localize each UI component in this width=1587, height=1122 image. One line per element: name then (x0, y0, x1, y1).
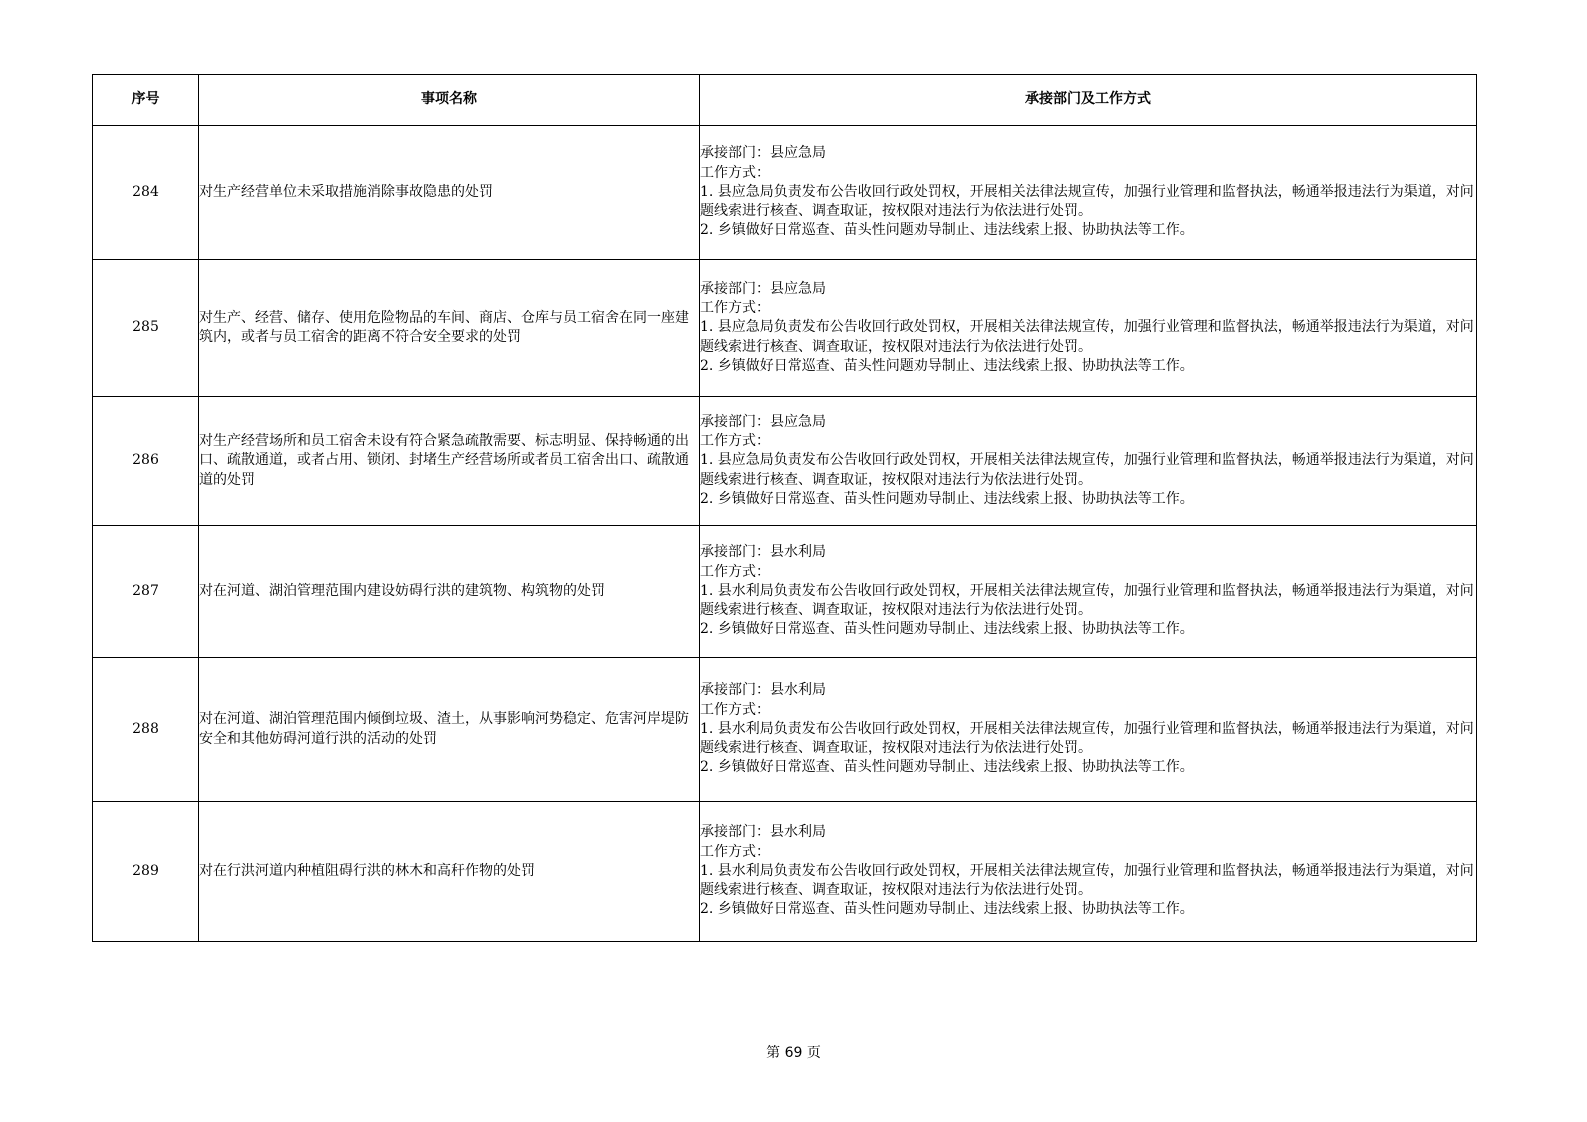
page-number: 第 69 页 (766, 1045, 821, 1061)
row-seq: 288 (93, 658, 199, 802)
method-label: 工作方式： (700, 843, 770, 860)
table-row (93, 126, 1477, 260)
method-item-2: 2. 乡镇做好日常巡查、苗头性问题劝导制止、违法线索上报、协助执法等工作。 (700, 901, 1194, 918)
method-item-1: 1. 县应急局负责发布公告收回行政处罚权，开展相关法律法规宣传，加强行业管理和监督执法，畅通举报违法行为渠道，对问题线索进行核查、调查取证，按权限对违法行为依法进行处罚。 (700, 319, 1474, 355)
table-row (93, 397, 1477, 526)
method-label: 工作方式： (700, 701, 770, 718)
row-dept-method (700, 658, 1477, 802)
header-seq: 序号 (93, 75, 199, 126)
dept-line: 承接部门：县水利局 (700, 682, 826, 699)
method-item-1: 1. 县应急局负责发布公告收回行政处罚权，开展相关法律法规宣传，加强行业管理和监督执法，畅通举报违法行为渠道，对问题线索进行核查、调查取证，按权限对违法行为依法进行处罚。 (700, 183, 1474, 220)
row-item-name: 对在行洪河道内种植阻碍行洪的林木和高秆作物的处罚 (199, 802, 700, 942)
row-seq: 284 (93, 126, 199, 260)
method-item-2: 2. 乡镇做好日常巡查、苗头性问题劝导制止、违法线索上报、协助执法等工作。 (700, 357, 1194, 374)
method-label: 工作方式： (700, 164, 770, 181)
row-dept-method (700, 260, 1477, 397)
row-item-name: 对生产经营单位未采取措施消除事故隐患的处罚 (199, 126, 700, 260)
dept-line: 承接部门：县水利局 (700, 544, 826, 561)
row-seq: 289 (93, 802, 199, 942)
row-item-name: 对在河道、湖泊管理范围内建设妨碍行洪的建筑物、构筑物的处罚 (199, 526, 700, 658)
table-row (93, 802, 1477, 942)
header-item-name: 事项名称 (199, 75, 700, 126)
method-item-2: 2. 乡镇做好日常巡查、苗头性问题劝导制止、违法线索上报、协助执法等工作。 (700, 621, 1194, 638)
table-header-row (93, 75, 1477, 126)
method-item-1: 1. 县水利局负责发布公告收回行政处罚权，开展相关法律法规宣传，加强行业管理和监督执法，畅通举报违法行为渠道，对问题线索进行核查、调查取证，按权限对违法行为依法进行处罚。 (700, 720, 1474, 757)
items-table (92, 74, 1477, 942)
row-seq: 286 (93, 397, 199, 526)
row-item-name: 对生产经营场所和员工宿舍未设有符合紧急疏散需要、标志明显、保持畅通的出口、疏散通道，或者占用、锁闭、封堵生产经营场所或者员工宿舍出口、疏散通道的处罚 (199, 397, 700, 526)
method-label: 工作方式： (700, 563, 770, 580)
method-item-2: 2. 乡镇做好日常巡查、苗头性问题劝导制止、违法线索上报、协助执法等工作。 (700, 222, 1194, 239)
method-item-1: 1. 县水利局负责发布公告收回行政处罚权，开展相关法律法规宣传，加强行业管理和监督执法，畅通举报违法行为渠道，对问题线索进行核查、调查取证，按权限对违法行为依法进行处罚。 (700, 862, 1474, 899)
method-label: 工作方式： (700, 433, 770, 450)
dept-line: 承接部门：县应急局 (700, 280, 826, 297)
row-dept-method (700, 397, 1477, 526)
row-seq: 285 (93, 260, 199, 397)
method-item-2: 2. 乡镇做好日常巡查、苗头性问题劝导制止、违法线索上报、协助执法等工作。 (700, 759, 1194, 776)
method-item-1: 1. 县应急局负责发布公告收回行政处罚权，开展相关法律法规宣传，加强行业管理和监督执法，畅通举报违法行为渠道，对问题线索进行核查、调查取证，按权限对违法行为依法进行处罚。 (700, 452, 1474, 488)
dept-line: 承接部门：县水利局 (700, 824, 826, 841)
table-row (93, 260, 1477, 397)
row-item-name: 对在河道、湖泊管理范围内倾倒垃圾、渣土，从事影响河势稳定、危害河岸堤防安全和其他妨碍河道行洪的活动的处罚 (199, 658, 700, 802)
method-item-1: 1. 县水利局负责发布公告收回行政处罚权，开展相关法律法规宣传，加强行业管理和监督执法，畅通举报违法行为渠道，对问题线索进行核查、调查取证，按权限对违法行为依法进行处罚。 (700, 582, 1474, 619)
row-dept-method (700, 126, 1477, 260)
row-seq: 287 (93, 526, 199, 658)
row-item-name: 对生产、经营、储存、使用危险物品的车间、商店、仓库与员工宿舍在同一座建筑内，或者与员工宿舍的距离不符合安全要求的处罚 (199, 260, 700, 397)
table-row (93, 526, 1477, 658)
dept-line: 承接部门：县应急局 (700, 413, 826, 430)
row-dept-method (700, 526, 1477, 658)
row-dept-method (700, 802, 1477, 942)
method-item-2: 2. 乡镇做好日常巡查、苗头性问题劝导制止、违法线索上报、协助执法等工作。 (700, 490, 1194, 507)
header-dept-method: 承接部门及工作方式 (700, 75, 1477, 126)
method-label: 工作方式： (700, 300, 770, 317)
dept-line: 承接部门：县应急局 (700, 145, 826, 162)
table-row (93, 658, 1477, 802)
